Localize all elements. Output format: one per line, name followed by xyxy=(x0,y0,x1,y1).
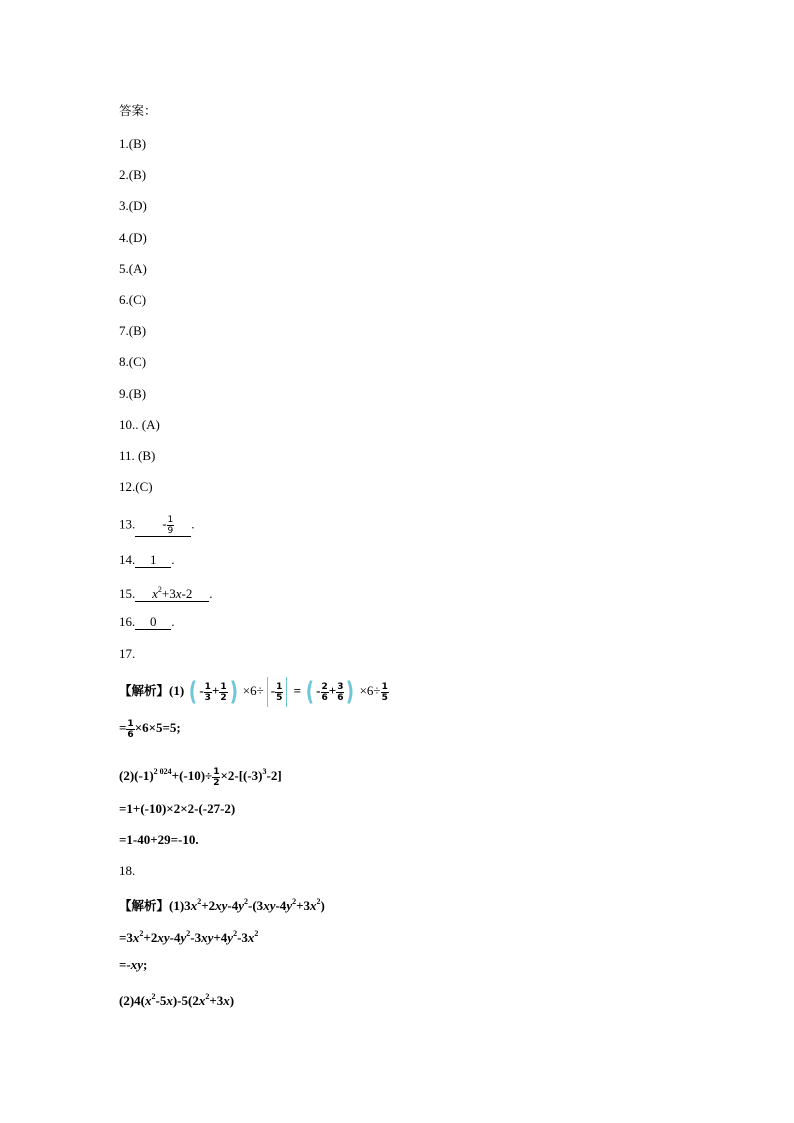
choice-answer-9: 9.(B) xyxy=(119,386,147,401)
q17-solution-line-1: 【解析】(1) ( - $\frac{1}{3}$ + $\frac{1}{2}$ ) ×6÷ - $\frac{1}{5}$ = ( - $\frac{2}{6}$ + $\frac{3}{6}$ ) ×6÷ $\frac{1}{5}$ xyxy=(119,677,388,708)
math-variable: y xyxy=(227,930,234,945)
choice-answer-11: 11. (B) xyxy=(119,448,156,463)
math-variable: xy xyxy=(263,898,276,913)
math-variable: xy xyxy=(157,930,170,945)
q17-solution-line-2: = $\frac{1}{6}$ ×6×5=5; xyxy=(119,718,181,740)
math-exponent: 2 xyxy=(244,897,249,906)
fraction: $\frac{1}{6}$ xyxy=(127,718,134,740)
math-variable: x xyxy=(223,993,230,1008)
fraction: $\frac{1}{2}$ xyxy=(220,681,227,703)
math-text: ; xyxy=(143,957,148,972)
fraction: $\frac{1}{9}$ xyxy=(167,515,174,536)
math-text: =3 xyxy=(119,930,133,945)
math-text: +2 xyxy=(143,930,158,945)
q17-solution-line-5: =1-40+29=-10. xyxy=(119,832,199,847)
fraction: $\frac{1}{5}$ xyxy=(381,681,388,703)
math-variable: xy xyxy=(130,957,144,972)
math-variable: x xyxy=(198,993,206,1008)
answer-heading: 答案： xyxy=(119,103,157,118)
math-text: ) xyxy=(229,993,235,1008)
fraction: $\frac{2}{6}$ xyxy=(321,681,328,703)
math-text: -3 xyxy=(190,930,202,945)
math-variable: x xyxy=(132,930,140,945)
right-paren: ) xyxy=(229,677,238,708)
answer-blank: 0 xyxy=(135,615,171,630)
answer-blank: - $\frac{1}{9}$ xyxy=(135,515,191,537)
math-exponent: 2 xyxy=(139,929,144,938)
math-text: =- xyxy=(119,957,131,972)
left-paren: ( xyxy=(189,677,198,708)
math-text: )-5(2 xyxy=(172,993,199,1008)
math-exponent: 2 xyxy=(186,929,191,938)
expression xyxy=(119,993,234,1008)
math-text: +4 xyxy=(213,930,228,945)
q17-solution-line-3: $(2)(-1)^{2 024}+(-10)\div$ $\frac{1}{2}$ $\times 2-[(-3)^3-2]$ xyxy=(119,766,282,788)
choice-answer-12: 12.(C) xyxy=(119,479,153,494)
math-variable: xy xyxy=(215,898,228,913)
math-text: (1)3 xyxy=(169,898,191,913)
math-exponent: 2 xyxy=(151,992,156,1001)
choice-answer-4: 4.(D) xyxy=(119,230,147,245)
fraction: $\frac{1}{3}$ xyxy=(204,681,211,703)
answer-blank: 1 xyxy=(135,553,171,568)
math-variable: xy xyxy=(201,930,214,945)
abs-bar xyxy=(286,677,287,707)
math-text: -4 xyxy=(275,898,287,913)
math-exponent: 2 xyxy=(205,992,210,1001)
choice-answer-10: 10.. (A) xyxy=(119,417,160,432)
q18-solution-line-3 xyxy=(119,957,147,973)
answer-15: 15. $x^2+3x-2$ . xyxy=(119,585,213,601)
math-variable: x xyxy=(247,930,255,945)
choice-answer-7: 7.(B) xyxy=(119,323,147,338)
math-text: ) xyxy=(320,898,325,913)
choice-answer-3: 3.(D) xyxy=(119,198,147,213)
choice-answer-6: 6.(C) xyxy=(119,292,147,307)
math-exponent: 2 xyxy=(197,897,202,906)
q18-solution-line-1: 【解析】$(1)3x^2+2xy-4y^2-(3xy-4y^2+3x^2)$ xyxy=(119,897,325,913)
math-exponent: 2 xyxy=(254,929,259,938)
math-text: -3 xyxy=(237,930,248,945)
answer-blank: $x^2+3x-2$ xyxy=(135,583,209,602)
choice-answer-1: 1.(B) xyxy=(119,136,147,151)
fraction: $\frac{1}{2}$ xyxy=(213,766,220,788)
abs-bar xyxy=(267,677,268,707)
q17-solution-line-4: =1+(-10)×2×2-(-27-2) xyxy=(119,801,236,816)
answer-13: 13. - $\frac{1}{9}$ . xyxy=(119,515,195,536)
math-text: (2)4( xyxy=(119,993,145,1008)
left-paren: ( xyxy=(306,677,315,708)
math-text: +3 xyxy=(209,993,224,1008)
math-exponent: 2 xyxy=(233,929,238,938)
choice-answer-2: 2.(B) xyxy=(119,167,147,182)
math-text: -5 xyxy=(155,993,167,1008)
math-variable: y xyxy=(238,898,245,913)
choice-answer-5: 5.(A) xyxy=(119,261,147,276)
expression xyxy=(119,930,258,945)
q18-solution-line-4 xyxy=(119,989,234,1009)
question-18-number: 18. xyxy=(119,863,136,878)
math-exponent: 2 xyxy=(292,897,297,906)
expression xyxy=(169,898,325,913)
fraction: $\frac{3}{6}$ xyxy=(337,681,344,703)
math-text: -4 xyxy=(227,898,239,913)
math-variable: y xyxy=(180,930,187,945)
answer-16: 16. 0 . xyxy=(119,614,175,629)
choice-answer-8: 8.(C) xyxy=(119,354,147,369)
math-variable: x xyxy=(166,993,173,1008)
math-text: -(3 xyxy=(248,898,264,913)
fraction: $\frac{1}{5}$ xyxy=(276,681,283,703)
math-text: +3 xyxy=(296,898,311,913)
math-variable: y xyxy=(286,898,293,913)
q18-solution-line-2 xyxy=(119,926,258,946)
math-text: -4 xyxy=(169,930,181,945)
math-exponent: 2 xyxy=(316,897,321,906)
answer-14: 14. 1 . xyxy=(119,552,175,567)
math-variable: x xyxy=(145,993,152,1008)
right-paren: ) xyxy=(346,677,355,708)
question-17-number: 17. xyxy=(119,646,136,661)
math-variable: x xyxy=(190,898,198,913)
math-variable: x xyxy=(310,898,317,913)
math-text: +2 xyxy=(201,898,216,913)
expression xyxy=(119,957,147,972)
